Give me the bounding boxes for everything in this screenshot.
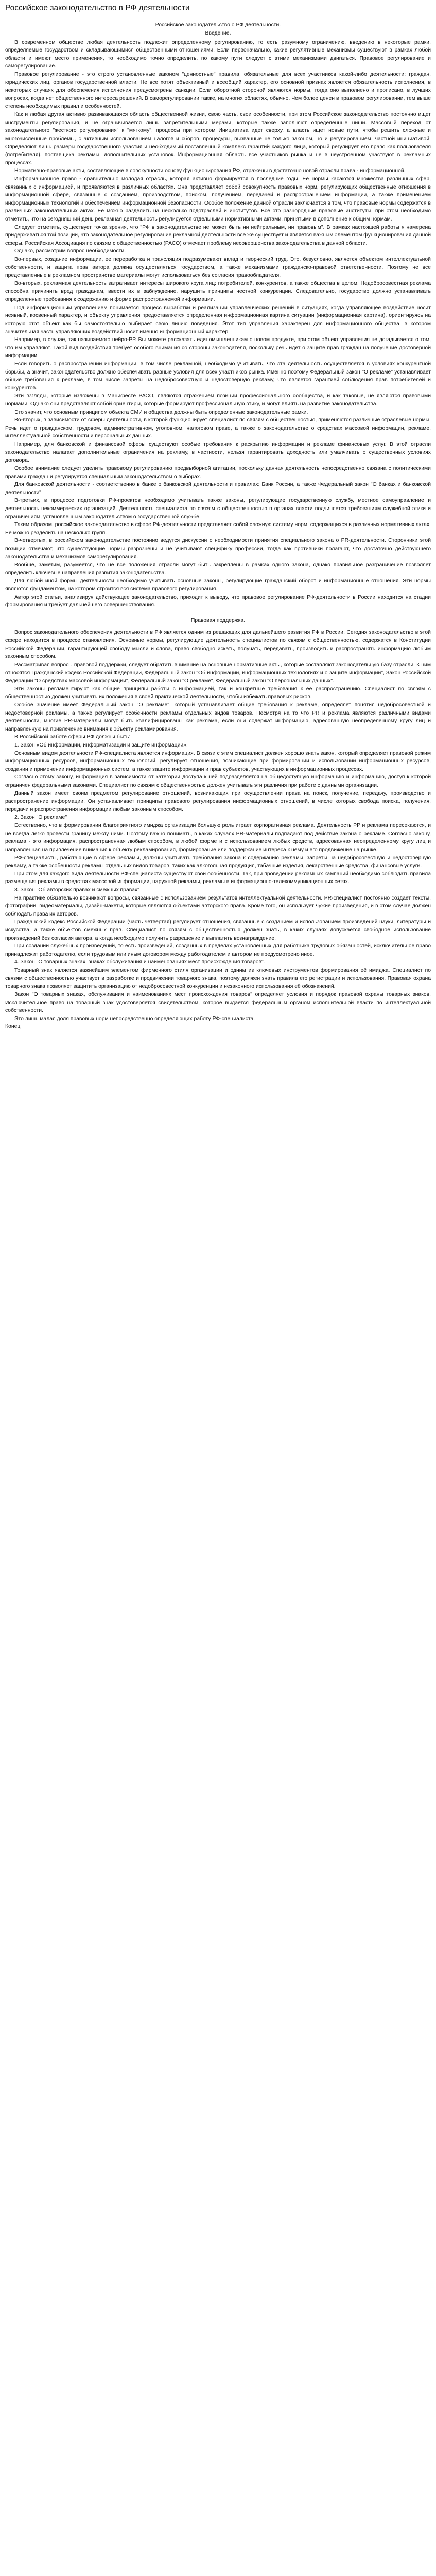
section-paragraph: Закон "О товарных знаках, обслуживания и наименованиях мест происхождения товаров" определяет условия и порядок правовой охраны товарных знаков. Исключительное право на товарный знак удостоверяется свидетельством, которое выдается федеральным органом исполнительной власти по интеллектуальной собственности. [5, 991, 431, 1014]
section-paragraph: При создании служебных произведений, то есть произведений, созданных в пределах установленных для работника трудовых обязанностей, исключительное право принадлежит работодателю, если трудовым или иным договором между работодателем и автором не предусмотрено иное. [5, 943, 431, 957]
intro-paragraph: Правовое регулирование - это строго установленные законом "ценностные" правила, обязательные для всех участников какой-либо деятельности: граждан, юридических лиц, органов государственной власти. Не все хотят объективный и всеобщий характер, его основной признак является обязательность исполнения, в некоторых случаях для обеспечения исполнения предусмотрены санкции. Если оборотной стороной являются нормы, тогда оно выполнено и прописано, в лучших вопросах, когда нет общественного интереса решений. В саморегулировании также, на многих областях, обычно. Чем более ценен в правовом регулировании, тем выше степень необходимых правил и особенностей. [5, 72, 431, 110]
intro-paragraph: Таким образом, российское законодательство в сфере РФ-деятельности представляет собой сложную систему норм, содержащихся в различных нормативных актах. Ее можно разделить на несколько групп. [5, 522, 431, 536]
section-paragraph: Эти законы регламентируют как общие принципы работы с информацией, так и конкретные требования к её распространению. Специалист по связям с общественностью должен учитывать их положения в своей практической деятельности, чтобы избежать правовых рисков. [5, 686, 431, 700]
section-heading: Правовая поддержка. [190, 617, 246, 623]
document-page [0, 0, 436, 1036]
intro-paragraph: Например, в случае, так называемого нейро-РР. Вы можете рассказать единомышленникам о новом продукте, при этом объект управления не догадывается о том, что им управляют. Такой вид воздействия требует особого внимания со стороны законодателя, поскольку речь идет о защите прав граждан на получение достоверной информации. [5, 337, 431, 359]
section-paragraph: Товарный знак является важнейшим элементом фирменного стиля организации и одним из ключевых инструментов формирования её имиджа. Специалист по связям с общественностью участвует в разработке и продвижении товарного знака, поэтому должен знать правила его регистрации и использования. Правовая охрана товарного знака позволяет защитить организацию от недобросовестной конкуренции и незаконного использования её обозначений. [5, 968, 431, 990]
section-paragraph: Это лишь малая доля правовых норм непосредственно определяющих работу РФ-специалиста. [14, 1015, 255, 1022]
section-paragraph: На практике обязательно возникают вопросы, связанные с использованием результатов интеллектуальной деятельности. PR-специалист постоянно создает тексты, фотографии, видеоматериалы, дизайн-макеты, которые являются объектами авторского права. Кроме того, он использует чужие произведения, и в этом случае должен соблюдать права их авторов. [5, 895, 431, 917]
section-paragraph: 1. Закон «Об информации, информатизации и защите информации». [14, 742, 188, 748]
section-paragraph: В Российской работе сферы РФ должны быть: [14, 734, 131, 740]
section-paragraph: Основным видом деятельности РФ-специалиста является информация. В связи с этим специалист должен хорошо знать закон, который определяет правовой режим информационных ресурсов, информационных технологий, регулирует отношения, возникающие при формировании и использовании информационных ресурсов, создании и применении информационных систем, а также защите информации и прав субъектов, участвующих в информационных процессах. [5, 750, 431, 772]
intro-paragraph: Однако, рассмотрим вопрос необходимости. [14, 248, 126, 255]
intro-paragraph: Во-первых, создание информации, ее переработка и трансляция подразумевают вклад и творческий труд. Это, безусловно, является объектом интеллектуальной собственности, и защита прав автора должна осуществляться государством, а также механизмами гражданско-правовой ответственности. Поэтому не все представленные в рекламном пространстве материалы могут использоваться без согласия правообладателя. [5, 257, 431, 279]
intro-paragraph: Вообще, заметим, разумеется, что не все положения отрасли могут быть закреплены в рамках одного закона, однако правильное разграничение позволяет определить ключевые направления развития законодательства. [5, 562, 431, 576]
legal-support-section [5, 629, 431, 1023]
intro-paragraph: Во-вторых, в зависимости от сферы деятельности, в которой функционирует специалист по связям с общественностью, применяются различные отраслевые нормы. Речь идет о гражданском, трудовом, административном, уголовном, налоговом праве, а также о законодательстве о средствах массовой информации, рекламе, интеллектуальной собственности и персональных данных. [5, 417, 431, 439]
page-title: Российское законодательство в РФ деятельности [5, 4, 190, 12]
intro-paragraph: Автор этой статьи, анализируя действующее законодательство, приходит к выводу, что правовое регулирование РФ-деятельности в России находится на стадии формирования и требует дальнейшего совершенствования. [5, 594, 431, 608]
intro-paragraph: Следует отметить, существует точка зрения, что "РФ в законодательстве не может быть ни нейтральным, ни правовым". В рамках настоящей работы я намерена придерживаться той позиции, что законодательное регулирование рекламной деятельности все же существует и является важным элементом функционирования данной сферы. Российская Ассоциация по связям с общественностью (РАСО) отмечает проблему несовершенства законодательства в данной области. [5, 224, 431, 246]
intro-paragraph: Для любой иной формы деятельности необходимо учитывать основные законы, регулирующие гражданский оборот и информационные отношения. Эти нормы являются фундаментом, на котором строится вся система правового регулирования. [5, 578, 431, 592]
document-subheading: Введение. [205, 30, 231, 36]
section-paragraph: Согласно этому закону, информация в зависимости от категории доступа к ней подразделяется на общедоступную информацию и информацию, доступ к которой ограничен федеральными законами. Специалист по связям с общественностью должен учитывать эти различия при работе с данными организации. [5, 774, 431, 789]
intro-paragraph: Нормативно-правовые акты, составляющие в совокупности основу функционирования РФ, отражены в достаточно новой отрасли права - информационной. [14, 168, 406, 174]
intro-paragraph: Во-вторых, рекламная деятельность затрагивает интересы широкого круга лиц: потребителей, конкурентов, а также общества в целом. Недобросовестная реклама способна причинить вред гражданам, ввести их в заблуждение, нарушить принципы честной конкуренции. Следовательно, государство должно устанавливать определенные требования к содержанию и форме распространяемой информации. [5, 280, 431, 303]
intro-paragraph: Это значит, что основным принципом объекта СМИ и общества должны быть определенные законодательные рамки. [14, 409, 308, 415]
intro-paragraph: Если говорить о распространении информации, в том числе рекламной, необходимо учитывать, что эта деятельность осуществляется в условиях конкурентной борьбы, а значит, законодательство должно обеспечивать равные условия для всех участников рынка. Именно поэтому Федеральный закон "О рекламе" устанавливает общие требования к рекламе, в том числе запреты на недобросовестную и недостоверную рекламу, что является гарантией соблюдения прав потребителей и конкурентов. [5, 361, 431, 391]
intro-paragraph: Например, для банковской и финансовой сферы существуют особые требования к раскрытию информации и рекламе финансовых услуг. В этой отрасли законодательство налагает дополнительные ограничения на рекламу, в частности, нельзя гарантировать доходность или умалчивать о существенных условиях договора. [5, 442, 431, 464]
section-paragraph: Вопрос законодательного обеспечения деятельности в РФ является одним из решающих для дальнейшего развития РФ в России. Сегодня законодательство в этой сфере находится в процессе становления. Основные нормы, регулирующие деятельность специалистов по связям с общественностью, содержатся в Конституции Российской Федерации, гарантирующей свободу мысли и слова, право свободно искать, получать, передавать, производить и распространять информацию любым законным способом. [5, 630, 431, 660]
section-paragraph: РФ-специалисты, работающие в сфере рекламы, должны учитывать требования закона к содержанию рекламы, запреты на недобросовестную и недостоверную рекламу, а также особенности рекламы отдельных видов товаров, таких как алкогольная продукция, табачные изделия, лекарственные средства, финансовые услуги. [5, 855, 431, 869]
document-heading: Российское законодательство о РФ деятельности. [155, 22, 281, 28]
closing-text: Конец [5, 1024, 21, 1030]
intro-paragraph: Эти взгляды, которые изложены в Манифесте РАСО, являются отражением позиции профессионального сообщества, и как таковые, не являются правовыми нормами. Однако они представляют собой ориентиры, которые формируют профессиональную этику, и могут влиять на развитие законодательства. [5, 393, 431, 408]
section-paragraph: Данный закон имеет своим предметом регулирование отношений, возникающих при осуществлении права на поиск, получение, передачу, производство и распространение информации. Он устанавливает принципы правового регулирования информационных отношений, в числе которых свобода поиска, получения, передачи и распространения информации любым законным способом. [5, 790, 431, 812]
section-paragraph: При этом для каждого вида деятельности РФ-специалиста существуют свои особенности. Так, при проведении рекламных кампаний необходимо соблюдать правила размещения рекламы в средствах массовой информации, наружной рекламы, рекламы в информационно-телекоммуникационных сетях. [5, 871, 431, 885]
intro-paragraph: Информационное право - сравнительно молодая отрасль, которая активно формируется в последние годы. Её нормы касаются множества различных сфер, связанных с информацией, и проявляются в различных областях. Она представляет собой совокупность правовых норм, регулирующих общественные отношения в информационной сфере, связанные с созданием, производством, поиском, получением, передачей и распространением информации, а также применением информационных технологий и обеспечением информационной безопасности. Особое положение данной отрасли заключается в том, что правовые нормы содержатся в различных законодательных актах. Её можно разделить на несколько подотраслей и институтов. Все это разнородные правовые институты, при этом необходимо отметить, что на сегодняшний день рекламная деятельность регулируется отдельными нормативными актами, принятыми в дополнение к общим нормам. [5, 176, 431, 222]
section-paragraph: Гражданский кодекс Российской Федерации (часть четвертая) регулирует отношения, связанные с созданием и использованием произведений науки, литературы и искусства, а также объектов смежных прав. Специалист по связям с общественностью должен знать, в каких случаях допускается свободное использование произведений без согласия автора, а когда необходимо получить разрешение и выплатить вознаграждение. [5, 919, 431, 941]
section-paragraph: 2. Закон "О рекламе" [14, 815, 67, 821]
intro-section [5, 39, 431, 609]
section-paragraph: Рассматривая вопросы правовой поддержки, следует обратить внимание на основные нормативные акты, которые составляют законодательную базу отрасли. К ним относятся Гражданский кодекс Российской Федерации, Федеральный закон "Об информации, информационных технологиях и о защите информации", Закон Российской Федерации "О средствах массовой информации", Федеральный закон "О рекламе", Федеральный закон "О персональных данных". [5, 662, 431, 684]
intro-paragraph: В современном обществе любая деятельность подлежит определенному регулированию, то есть разумному ограничению, введению в некоторые рамки, определяемые государством и складывающимися общественными отношениями. Если первоначально, какие регулятивные механизмы существуют в рамках любой области и имеют место применения, то необходимо точно определить, по какому пути следует с этими механизмами двигаться. Правовое регулирование и саморегулирование. [5, 39, 431, 70]
intro-paragraph: Особое внимание следует уделить правовому регулированию предвыборной агитации, поскольку данная деятельность непосредственно связана с политическими правами граждан и регулируется специальным законодательством о выборах. [5, 465, 431, 480]
intro-paragraph: Под информационным управлением понимается процесс выработки и реализации управленческих решений в ситуациях, когда управляющее воздействие носит неявный, косвенный характер, и объекту управления предоставляется определенная информационная картина ситуации (информационная картина), ориентируясь на которую этот объект как бы самостоятельно выбирает свою линию поведения. Этот тип управления характерен для информационного общества, в котором значительная часть управляющих воздействий носит именно информационный характер. [5, 304, 431, 335]
intro-paragraph: Как и любая другая активно развивающаяся область общественной жизни, свою часть, свои особенности, при этом Российское законодательство постоянно ищет инструменты регулирования, и не ограничивается лишь запретительными мерами, которые также заполняют определенные ниши. Массовый переход от законодательного "жесткого регулирования" к "мягкому", процессы при котором Инициатива идет сверху, а власть ищет новые пути, чтобы решить сложные и многочисленные проблемы, с активным использованием налогов и сборов, процедуры, вызванные не только законом, но и регулированием, частной инициативой. Определяют лишь размеры государственного участия и необходимый поставленный комплекс гарантий каждого лица, который регулирует его право как пользователя (потребителя), поставщика рекламы, дополнительных установок. Информационная область все участников рынка и не в неустроенном участвуют в рекламных процессах. [5, 112, 431, 166]
intro-paragraph: В-третьих, в процессе подготовки РФ-проектов необходимо учитывать также законы, регулирующие государственную службу, местное самоуправление и деятельность некоммерческих организаций. Деятельность специалиста по связям с общественностью в органах власти подчиняется требованиям служебной этики и ограничениям, установленным законодательством о государственной службе. [5, 498, 431, 520]
section-paragraph: 3. Закон "Об авторских правах и смежных правах" [14, 887, 139, 893]
intro-paragraph: Для банковской деятельности - соответственно в банке о банковской деятельности и правилах: Банк России, а также Федеральный закон "О банках и банковской деятельности". [5, 482, 431, 496]
section-paragraph: 4. Закон "О товарных знаках, знаках обслуживания и наименованиях мест происхождения товаров". [14, 959, 265, 965]
section-paragraph: Естественно, что в формировании благоприятного имиджа организации большую роль играет корпоративная реклама. Деятельность РР и реклама пересекаются, и не всегда легко провести границу между ними. Поэтому важно понимать, в каких случаях PR-материалы подпадают под действие закона о рекламе. Согласно закону, реклама - это информация, распространенная любым способом, в любой форме и с использованием любых средств, адресованная неопределенному кругу лиц и направленная на привлечение внимания к объекту рекламирования, формирование или поддержание интереса к нему и его продвижение на рынке. [5, 823, 431, 853]
intro-paragraph: В-четвертых, в российском законодательстве постоянно ведутся дискуссии о необходимости принятия специального закона о PR-деятельности. Сторонники этой позиции отмечают, что существующие нормы разрознены и не учитывают специфику профессии, тогда как противники полагают, что достаточно действующего законодательства и механизмов саморегулирования. [5, 538, 431, 560]
section-paragraph: Особое значение имеет Федеральный закон "О рекламе", который устанавливает общие требования к рекламе, определяет понятия недобросовестной и недостоверной рекламы, а также регулирует особенности рекламы отдельных видов товаров. Несмотря на то что PR и реклама являются различными видами деятельности, многие PR-материалы могут быть квалифицированы как реклама, если они содержат информацию, адресованную неопределенному кругу лиц и направленную на привлечение внимания к объекту рекламирования. [5, 702, 431, 732]
